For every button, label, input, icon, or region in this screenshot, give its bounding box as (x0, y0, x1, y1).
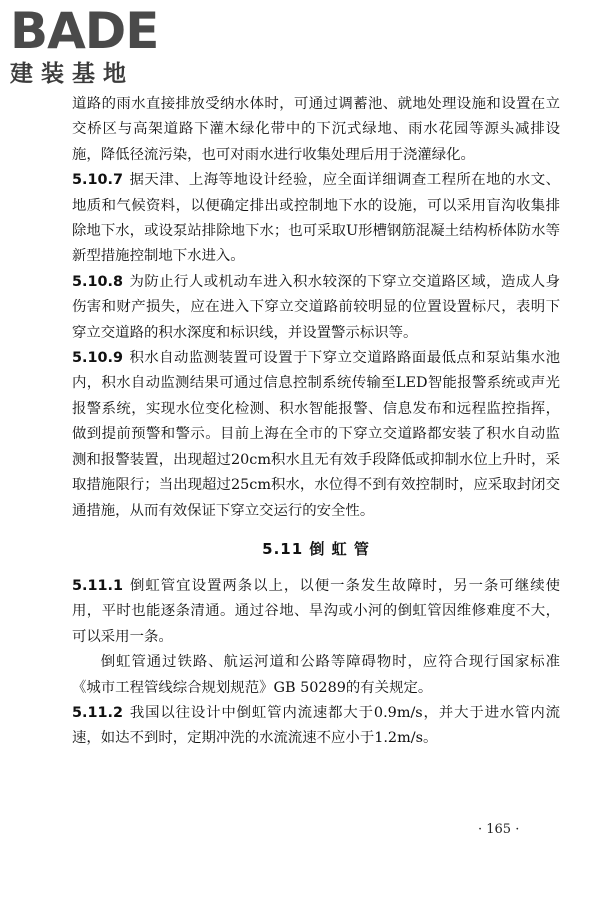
paragraph-group-2 (72, 574, 560, 752)
bade-logo-icon (10, 4, 175, 56)
clause-number: 5.11.2 (72, 704, 123, 721)
logo-subtitle: 建装基地 (10, 61, 134, 87)
section-heading: 5.11 倒 虹 管 (262, 539, 370, 558)
paragraph (72, 168, 560, 270)
document-body (72, 92, 560, 752)
clause-number: 5.10.7 (72, 172, 123, 189)
paragraph (72, 346, 560, 524)
paragraph (72, 574, 560, 650)
paragraph (72, 701, 560, 752)
paragraph-text: 道路的雨水直接排放受纳水体时，可通过调蓄池、就地处理设施和设置在立交桥区与高架道路下灌木绿化带中的下沉式绿地、雨水花园等源头减排设施，降低径流污染，也可对雨水进行收集处理后用于浇灌绿化。 (72, 96, 560, 163)
paragraph-group-1 (72, 92, 560, 524)
paragraph-text: 为防止行人或机动车进入积水较深的下穿立交道路区域，造成人身伤害和财产损失，应在进入下穿立交道路前较明显的位置设置标尺，表明下穿立交道路的积水深度和标识线，并设置警示标识等。 (72, 273, 560, 341)
paragraph (72, 650, 560, 701)
paragraph-text: 倒虹管通过铁路、航运河道和公路等障碍物时，应符合现行国家标准《城市工程管线综合规划规范》GB 50289的有关规定。 (72, 654, 560, 696)
logo-wordmark: BADE (10, 4, 159, 56)
clause-number: 5.11.1 (72, 577, 123, 594)
clause-number: 5.10.8 (72, 273, 123, 290)
paragraph-text: 倒虹管宜设置两条以上，以便一条发生故障时，另一条可继续使用，平时也能逐条清通。通过谷地、旱沟或小河的倒虹管因维修难度不大，可以采用一条。 (72, 577, 560, 645)
paragraph (72, 270, 560, 346)
paragraph-text: 我国以往设计中倒虹管内流速都大于0.9m/s，并大于进水管内流速，如达不到时，定期冲洗的水流流速不应小于1.2m/s。 (72, 704, 560, 747)
paragraph-text: 据天津、上海等地设计经验，应全面详细调查工程所在地的水文、地质和气候资料，以便确定排出或控制地下水的设施，可以采用盲沟收集排除地下水，或设泵站排除地下水；也可采取U形槽钢筋混凝土结构桥体防水等新型措施控制地下水进入。 (72, 172, 560, 265)
brand-logo (10, 4, 180, 88)
paragraph-text: 积水自动监测装置可设置于下穿立交道路路面最低点和泵站集水池内，积水自动监测结果可通过信息控制系统传输至LED智能报警系统或声光报警系统，实现水位变化检测、积水智能报警、信息发布和远程监控指挥，做到提前预警和警示。目前上海在全市的下穿立交道路都安装了积水自动监测和报警装置，出现超过20cm积水且无有效手段降低或抑制水位上升时，采取措施限行；当出现超过25cm积水，水位得不到有效控制时，应采取封闭交通措施，从而有效保证下穿立交运行的安全性。 (72, 350, 560, 519)
paragraph (72, 92, 560, 168)
clause-number: 5.10.9 (72, 350, 123, 367)
page-number: · 165 · (478, 822, 520, 837)
